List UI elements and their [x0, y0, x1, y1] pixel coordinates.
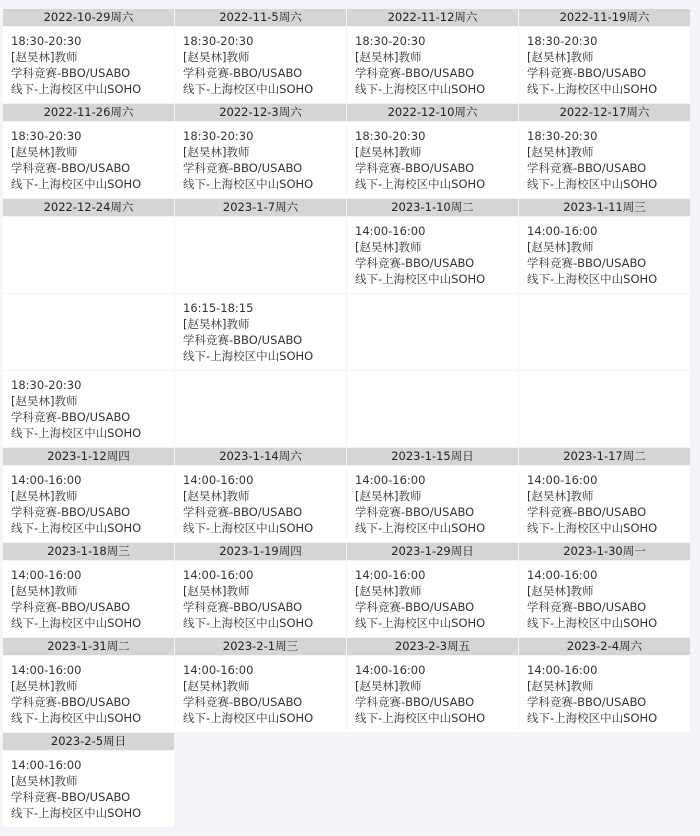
- lesson-location: 线下-上海校区中山SOHO: [355, 521, 486, 535]
- lesson-teacher: [赵昊林]教师: [527, 50, 594, 64]
- lesson-location: 线下-上海校区中山SOHO: [355, 272, 486, 286]
- lesson-time: 14:00-16:00: [355, 568, 426, 582]
- lesson-time: 18:30-20:30: [11, 378, 82, 392]
- lesson-cell[interactable]: [519, 656, 690, 732]
- lesson-teacher: [赵昊林]教师: [527, 240, 594, 254]
- lesson-location: 线下-上海校区中山SOHO: [11, 82, 142, 96]
- lesson-time: 14:00-16:00: [355, 224, 426, 238]
- lesson-time: 14:00-16:00: [527, 568, 598, 582]
- lesson-location: 线下-上海校区中山SOHO: [183, 177, 314, 191]
- lesson-time: 14:00-16:00: [11, 473, 82, 487]
- date-header: 2022-11-5周六: [175, 9, 346, 26]
- lesson-teacher: [赵昊林]教师: [11, 584, 78, 598]
- date-header: 2022-12-3周六: [175, 104, 346, 121]
- lesson-location: 线下-上海校区中山SOHO: [183, 521, 314, 535]
- lesson-course: 学科竞赛-BBO/USABO: [183, 695, 303, 709]
- date-header: 2023-1-17周二: [519, 448, 690, 465]
- lesson-course: 学科竞赛-BBO/USABO: [11, 66, 131, 80]
- lesson-cell[interactable]: [519, 217, 690, 293]
- date-header: 2023-1-19周四: [175, 543, 346, 560]
- lesson-time: 18:30-20:30: [355, 34, 426, 48]
- lesson-course: 学科竞赛-BBO/USABO: [11, 505, 131, 519]
- lesson-teacher: [赵昊林]教师: [527, 679, 594, 693]
- lesson-teacher: [赵昊林]教师: [527, 584, 594, 598]
- lesson-cell[interactable]: [3, 656, 174, 732]
- date-header: 2023-2-3周五: [347, 638, 518, 655]
- lesson-course: 学科竞赛-BBO/USABO: [183, 600, 303, 614]
- lesson-teacher: [赵昊林]教师: [183, 50, 250, 64]
- date-header: 2023-2-1周三: [175, 638, 346, 655]
- lesson-location: 线下-上海校区中山SOHO: [527, 616, 658, 630]
- lesson-course: 学科竞赛-BBO/USABO: [355, 66, 475, 80]
- date-header: 2022-11-12周六: [347, 9, 518, 26]
- lesson-cell[interactable]: [519, 27, 690, 103]
- lesson-course: 学科竞赛-BBO/USABO: [355, 161, 475, 175]
- lesson-location: 线下-上海校区中山SOHO: [527, 82, 658, 96]
- lesson-location: 线下-上海校区中山SOHO: [527, 272, 658, 286]
- lesson-time: 18:30-20:30: [183, 129, 254, 143]
- lesson-course: 学科竞赛-BBO/USABO: [527, 600, 647, 614]
- lesson-cell[interactable]: [175, 294, 346, 370]
- date-header: 2022-11-26周六: [3, 104, 174, 121]
- lesson-location: 线下-上海校区中山SOHO: [11, 806, 142, 820]
- lesson-course: 学科竞赛-BBO/USABO: [355, 695, 475, 709]
- lesson-course: 学科竞赛-BBO/USABO: [11, 600, 131, 614]
- empty-cell: [3, 294, 174, 370]
- lesson-course: 学科竞赛-BBO/USABO: [183, 66, 303, 80]
- lesson-teacher: [赵昊林]教师: [183, 679, 250, 693]
- lesson-location: 线下-上海校区中山SOHO: [11, 426, 142, 440]
- lesson-course: 学科竞赛-BBO/USABO: [11, 161, 131, 175]
- empty-cell: [347, 294, 518, 370]
- lesson-cell[interactable]: [519, 466, 690, 542]
- lesson-time: 14:00-16:00: [527, 663, 598, 677]
- lesson-time: 14:00-16:00: [11, 663, 82, 677]
- lesson-teacher: [赵昊林]教师: [11, 774, 78, 788]
- lesson-location: 线下-上海校区中山SOHO: [355, 616, 486, 630]
- lesson-location: 线下-上海校区中山SOHO: [183, 349, 314, 363]
- lesson-course: 学科竞赛-BBO/USABO: [527, 66, 647, 80]
- lesson-location: 线下-上海校区中山SOHO: [183, 711, 314, 725]
- date-header: 2023-1-11周三: [519, 199, 690, 216]
- lesson-location: 线下-上海校区中山SOHO: [527, 711, 658, 725]
- lesson-teacher: [赵昊林]教师: [355, 50, 422, 64]
- lesson-location: 线下-上海校区中山SOHO: [527, 521, 658, 535]
- lesson-location: 线下-上海校区中山SOHO: [355, 177, 486, 191]
- lesson-teacher: [赵昊林]教师: [527, 489, 594, 503]
- lesson-cell[interactable]: [347, 27, 518, 103]
- lesson-cell[interactable]: [175, 122, 346, 198]
- lesson-teacher: [赵昊林]教师: [11, 394, 78, 408]
- lesson-cell[interactable]: [3, 466, 174, 542]
- lesson-teacher: [赵昊林]教师: [355, 240, 422, 254]
- lesson-cell[interactable]: [3, 561, 174, 637]
- lesson-course: 学科竞赛-BBO/USABO: [183, 161, 303, 175]
- date-header: 2023-1-31周二: [3, 638, 174, 655]
- lesson-time: 14:00-16:00: [183, 663, 254, 677]
- lesson-cell[interactable]: [347, 466, 518, 542]
- lesson-location: 线下-上海校区中山SOHO: [11, 177, 142, 191]
- lesson-location: 线下-上海校区中山SOHO: [355, 82, 486, 96]
- empty-cell: [519, 371, 690, 447]
- lesson-time: 18:30-20:30: [11, 129, 82, 143]
- date-header: 2023-1-29周日: [347, 543, 518, 560]
- lesson-teacher: [赵昊林]教师: [355, 489, 422, 503]
- lesson-location: 线下-上海校区中山SOHO: [183, 82, 314, 96]
- lesson-cell[interactable]: [175, 561, 346, 637]
- date-header: 2022-12-10周六: [347, 104, 518, 121]
- date-header: 2022-10-29周六: [3, 9, 174, 26]
- lesson-teacher: [赵昊林]教师: [355, 679, 422, 693]
- lesson-cell[interactable]: [3, 27, 174, 103]
- lesson-time: 14:00-16:00: [527, 224, 598, 238]
- date-header: 2023-1-30周一: [519, 543, 690, 560]
- lesson-teacher: [赵昊林]教师: [11, 679, 78, 693]
- lesson-course: 学科竞赛-BBO/USABO: [355, 256, 475, 270]
- empty-cell: [519, 294, 690, 370]
- date-header: 2023-1-14周六: [175, 448, 346, 465]
- lesson-course: 学科竞赛-BBO/USABO: [183, 333, 303, 347]
- lesson-teacher: [赵昊林]教师: [183, 317, 250, 331]
- lesson-cell[interactable]: [519, 561, 690, 637]
- lesson-cell[interactable]: [347, 122, 518, 198]
- date-header: 2023-1-15周日: [347, 448, 518, 465]
- date-header: 2023-2-4周六: [519, 638, 690, 655]
- lesson-location: 线下-上海校区中山SOHO: [183, 616, 314, 630]
- lesson-course: 学科竞赛-BBO/USABO: [183, 505, 303, 519]
- lesson-course: 学科竞赛-BBO/USABO: [527, 256, 647, 270]
- lesson-cell[interactable]: [519, 122, 690, 198]
- date-header: 2023-1-18周三: [3, 543, 174, 560]
- lesson-time: 18:30-20:30: [527, 129, 598, 143]
- lesson-teacher: [赵昊林]教师: [183, 145, 250, 159]
- lesson-course: 学科竞赛-BBO/USABO: [527, 695, 647, 709]
- lesson-time: 14:00-16:00: [11, 758, 82, 772]
- date-header: 2023-1-7周六: [175, 199, 346, 216]
- empty-cell: [175, 371, 346, 447]
- lesson-course: 学科竞赛-BBO/USABO: [11, 790, 131, 804]
- date-header: 2023-2-5周日: [3, 733, 174, 750]
- lesson-course: 学科竞赛-BBO/USABO: [355, 600, 475, 614]
- lesson-time: 18:30-20:30: [527, 34, 598, 48]
- lesson-course: 学科竞赛-BBO/USABO: [11, 695, 131, 709]
- lesson-teacher: [赵昊林]教师: [11, 489, 78, 503]
- date-header: 2022-12-24周六: [3, 199, 174, 216]
- lesson-time: 18:30-20:30: [355, 129, 426, 143]
- date-header: 2023-1-12周四: [3, 448, 174, 465]
- lesson-cell[interactable]: [3, 371, 174, 447]
- lesson-time: 18:30-20:30: [11, 34, 82, 48]
- lesson-location: 线下-上海校区中山SOHO: [355, 711, 486, 725]
- lesson-teacher: [赵昊林]教师: [11, 145, 78, 159]
- lesson-course: 学科竞赛-BBO/USABO: [11, 410, 131, 424]
- lesson-cell[interactable]: [175, 466, 346, 542]
- lesson-location: 线下-上海校区中山SOHO: [11, 616, 142, 630]
- lesson-time: 14:00-16:00: [183, 568, 254, 582]
- schedule-grid: [3, 9, 691, 825]
- lesson-cell[interactable]: [3, 751, 174, 827]
- lesson-cell[interactable]: [3, 122, 174, 198]
- lesson-teacher: [赵昊林]教师: [183, 489, 250, 503]
- lesson-cell[interactable]: [347, 561, 518, 637]
- empty-cell: [175, 217, 346, 293]
- lesson-location: 线下-上海校区中山SOHO: [11, 711, 142, 725]
- lesson-teacher: [赵昊林]教师: [183, 584, 250, 598]
- lesson-time: 18:30-20:30: [183, 34, 254, 48]
- lesson-location: 线下-上海校区中山SOHO: [527, 177, 658, 191]
- lesson-teacher: [赵昊林]教师: [355, 145, 422, 159]
- lesson-time: 14:00-16:00: [355, 473, 426, 487]
- date-header: 2023-1-10周二: [347, 199, 518, 216]
- lesson-time: 14:00-16:00: [183, 473, 254, 487]
- lesson-course: 学科竞赛-BBO/USABO: [527, 161, 647, 175]
- lesson-teacher: [赵昊林]教师: [527, 145, 594, 159]
- lesson-cell[interactable]: [175, 656, 346, 732]
- empty-cell: [3, 217, 174, 293]
- lesson-cell[interactable]: [347, 217, 518, 293]
- lesson-time: 14:00-16:00: [11, 568, 82, 582]
- lesson-course: 学科竞赛-BBO/USABO: [527, 505, 647, 519]
- lesson-cell[interactable]: [347, 656, 518, 732]
- lesson-teacher: [赵昊林]教师: [11, 50, 78, 64]
- lesson-cell[interactable]: [175, 27, 346, 103]
- lesson-time: 16:15-18:15: [183, 301, 254, 315]
- date-header: 2022-12-17周六: [519, 104, 690, 121]
- lesson-teacher: [赵昊林]教师: [355, 584, 422, 598]
- lesson-location: 线下-上海校区中山SOHO: [11, 521, 142, 535]
- lesson-time: 14:00-16:00: [527, 473, 598, 487]
- lesson-course: 学科竞赛-BBO/USABO: [355, 505, 475, 519]
- lesson-time: 14:00-16:00: [355, 663, 426, 677]
- empty-cell: [347, 371, 518, 447]
- date-header: 2022-11-19周六: [519, 9, 690, 26]
